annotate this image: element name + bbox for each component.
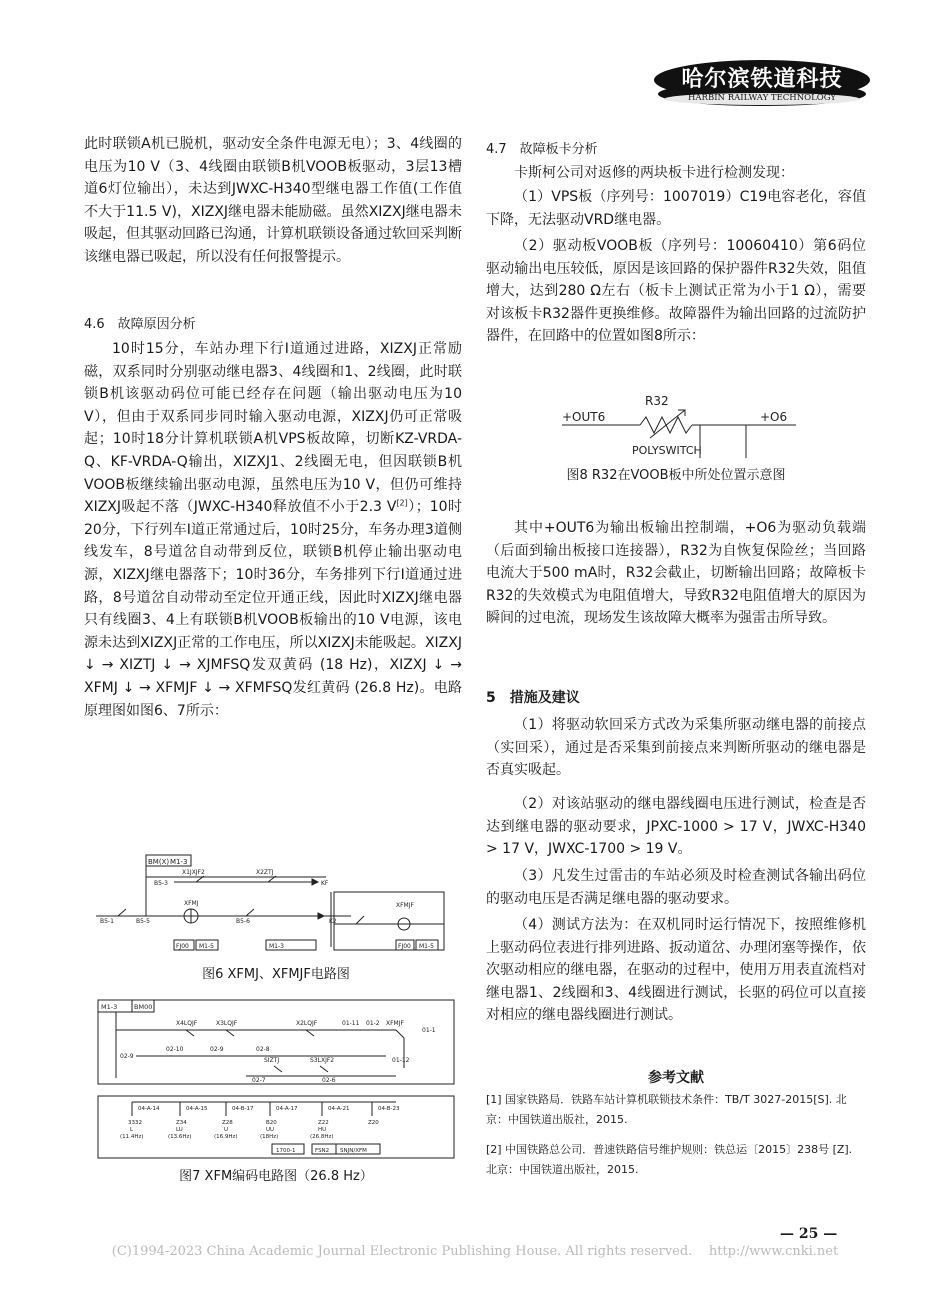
- fig7-code-pin: 04-A-14: [138, 1106, 160, 1112]
- section-5-heading: 5 措施及建议: [486, 690, 580, 706]
- fig8-left-label: +OUT6: [562, 410, 606, 424]
- fig7-label: X2LQJF: [296, 1020, 318, 1027]
- fig6-label: X1JXJF2: [182, 869, 205, 876]
- fig8-right-label: +O6: [760, 410, 788, 424]
- fig7-label: XFMJF: [386, 1020, 404, 1027]
- fig8-resistor-label: R32: [645, 394, 669, 408]
- reference-2: [2] 中国铁路总公司．普速铁路信号维护规则：铁总运〔2015〕238号 [Z]. 北京：中国铁道出版社，2015.: [486, 1143, 853, 1176]
- fig7-code-pin: 04-A-17: [276, 1106, 298, 1112]
- fig7-label: 01-1: [422, 1027, 436, 1034]
- references-title: 参考文献: [648, 1070, 704, 1086]
- fig7-label: 02-7: [252, 1077, 266, 1084]
- fig6-label: M1-3: [269, 943, 284, 950]
- fig7-label: SIZTJ: [264, 1057, 280, 1064]
- fig7-code-hz: (13.6Hz): [168, 1134, 192, 1140]
- fig7-code-hz: (18Hz): [260, 1134, 279, 1140]
- fig7-bottom-label: FSN2: [315, 1148, 330, 1154]
- fig6-label: FJ00: [398, 943, 411, 950]
- fig7-code-name: Z34: [176, 1120, 187, 1126]
- fig7-code-pin: 04-A-21: [328, 1106, 350, 1112]
- right-paragraph-1: 卡斯柯公司对返修的两块板卡进行检测发现：: [514, 165, 794, 181]
- suggestion-3: （3）凡发生过雷击的车站必须及时检查测试各输出码位的驱动电压是否满足继电器的驱动要求。: [486, 868, 866, 907]
- fig6-label: FJ00: [176, 943, 189, 950]
- figure-7-caption: 图7 XFM编码电路图（26.8 Hz）: [179, 1169, 373, 1184]
- left-paragraph-1b: ）；10时20分，下行列车Ⅰ道正常通过后，10时25分，车务办理3道侧线发车，8号道岔自动带到反位，联锁B机停止输出驱动电源，XIZXJ继电器落下；10时36分，车务排列下行Ⅰ道通过进路，8号道岔自动带动至定位开通正线，因此时XIZXJ继电器只有线圈3、4上有联锁B机VOOB板输出的10 V电源，该电源未达到XIZXJ正常的工作电压，所以XIZXJ未能吸起。XIZXJ ↓ → XIZTJ ↓ → XJMFSQ发双黄码 (18 Hz)，XIZXJ ↓ → XFMJ ↓ → XFMJF ↓ → XFMFSQ发红黄码 (26.8 Hz)。电路原理图如图6、7所示：: [84, 499, 462, 719]
- fig7-label: 02-10: [166, 1046, 184, 1053]
- left-paragraph-1: [84, 338, 462, 722]
- fig7-code-freq: UU: [266, 1127, 275, 1133]
- fig6-label: K2: [329, 918, 337, 925]
- figure-7-circuit: [96, 998, 456, 1160]
- fig7-label: M1-3: [101, 1003, 118, 1011]
- right-paragraph-2: （1）VPS板（序列号：1007019）C19电容老化，容值下降，无法驱动VRD继电器。: [486, 189, 866, 228]
- fig8-part-label: POLYSWITCH: [632, 444, 702, 457]
- fig6-label: M1-3: [170, 858, 188, 866]
- fig7-code-name: Z28: [222, 1120, 233, 1126]
- figure-8-caption: 图8 R32在VOOB板中所处位置示意图: [566, 468, 786, 483]
- section-4-6-heading: 4.6 故障原因分析: [84, 317, 196, 332]
- fig7-code-name: B20: [266, 1120, 277, 1126]
- fig7-label: 02-9: [210, 1046, 224, 1053]
- fig6-label: XFMJ: [184, 900, 199, 907]
- fig7-code-hz: (11.4Hz): [120, 1134, 144, 1140]
- fig7-code-name: 3332: [128, 1120, 142, 1126]
- fig7-code-hz: (26.8Hz): [310, 1134, 334, 1140]
- fig7-label: 02-9: [120, 1053, 134, 1060]
- suggestion-1: （1）将驱动软回采方式改为采集所驱动继电器的前接点（实回采），通过是否采集到前接点来判断所驱动的继电器是否真实吸起。: [486, 717, 866, 779]
- fig7-code-freq: U: [224, 1127, 229, 1133]
- fig7-code-pin: 04-B-17: [232, 1106, 254, 1112]
- right-paragraph-3: （2）驱动板VOOB板（序列号：10060410）第6码位驱动输出电压较低，原因是该回路的保护器件R32失效，阻值增大，达到280 Ω左右（板卡上测试正常为小于1 Ω），需要对该板卡R32器件更换维修。故障器件为输出回路的过流防护器件，在回路中的位置如图8所示：: [486, 238, 866, 345]
- fig6-label: B5-1: [100, 918, 114, 925]
- fig7-label: BM00: [134, 1003, 153, 1011]
- fig6-label: X2ZTJ: [256, 869, 274, 876]
- fig6-label: B5-5: [136, 918, 150, 925]
- figure-6-caption: 图6 XFMJ、XFMJF电路图: [202, 967, 350, 982]
- page-number: — 25 —: [780, 1226, 838, 1242]
- fig6-label: B5-3: [154, 880, 168, 887]
- fig7-code-1: [168, 1102, 208, 1140]
- fig7-label: 01-2: [366, 1020, 380, 1027]
- fig6-label: M1-5: [199, 943, 214, 950]
- fig7-code-4: [310, 1102, 350, 1140]
- reference-1: [1] 国家铁路局．铁路车站计算机联锁技术条件：TB/T 3027-2015[S]. 北京：中国铁道出版社，2015.: [486, 1093, 847, 1126]
- section-4-7-heading: 4.7 故障板卡分析: [486, 142, 598, 157]
- suggestion-2: （2）对该站驱动的继电器线圈电压进行测试，检查是否达到继电器的驱动要求，JPXC-1000 > 17 V，JWXC-H340 > 17 V，JWXC-1700 > 19 V。: [486, 796, 866, 858]
- fig7-code-hz: (16.9Hz): [214, 1134, 238, 1140]
- left-paragraph-1a: 10时15分，车站办理下行Ⅰ道通过进路，XIZXJ正常励磁，双系同时分别驱动继电器3、4线圈和1、2线圈，此时联锁B机该驱动码位可能已经存在问题（输出驱动电压为10 V），但由于双系同步同时输入驱动电源，XIZXJ仍可正常吸起；10时18分计算机联锁A机VPS板故障，切断KZ-VRDA-Q、KF-VRDA-Q输出，XIZXJ1、2线圈无电，但因联锁B机VOOB板继续输出驱动电源，虽然电压为10 V，但仍可维持XIZXJ吸起不落（JWXC-H340释放值不小于2.3 V: [84, 341, 462, 516]
- fig7-code-2: [214, 1102, 254, 1140]
- fig7-label: 01-11: [342, 1020, 360, 1027]
- fig7-bottom-label: SNJN/XFM: [340, 1148, 367, 1154]
- fig6-label: B5-6: [236, 918, 250, 925]
- fig7-code-freq: L: [130, 1127, 134, 1133]
- figure-8-circuit: [560, 392, 810, 460]
- fig7-label: 02-8: [256, 1046, 270, 1053]
- fig6-label: M1-5: [419, 943, 434, 950]
- fig7-code-freq: HU: [318, 1127, 327, 1133]
- fig7-code-pin: 04-A-15: [186, 1106, 208, 1112]
- figure-6-circuit: [96, 852, 456, 954]
- journal-name-cn: 哈尔滨铁道科技: [681, 67, 843, 92]
- fig6-label: KF: [321, 880, 329, 887]
- journal-logo: [652, 58, 872, 112]
- fig7-label: X4LQJF: [176, 1020, 198, 1027]
- fig6-label: XFMJF: [396, 902, 414, 909]
- fig7-code-freq: LU: [176, 1127, 183, 1133]
- right-paragraph-4: 其中+OUT6为输出板输出控制端，+O6为驱动负载端（后面到输出板接口连接器），R32为自恢复保险丝；当回路电流大于500 mA时，R32会截止，切断输出回路；故障板卡R32的失效模式为电阻值增大，导致R32电阻值增大的原因为瞬间的过电流，现场发生该故障大概率为强雷击所导致。: [486, 520, 866, 627]
- fig7-code-name: Z20: [368, 1120, 379, 1126]
- fig7-code-name: Z22: [318, 1120, 329, 1126]
- fig7-label: 02-6: [322, 1077, 336, 1084]
- fig7-label: S3LXJF2: [310, 1057, 335, 1064]
- journal-name-en: HARBIN RAILWAY TECHNOLOGY: [688, 93, 836, 103]
- fig7-code-0: [120, 1102, 160, 1140]
- fig7-bottom-label: 1700-1: [276, 1148, 296, 1154]
- left-paragraph-0: 此时联锁A机已脱机，驱动安全条件电源无电）；3、4线圈的电压为10 V（3、4线圈由联锁B机VOOB板驱动，3层13槽道6灯位输出），未达到JWXC-H340型继电器工作值(工作值不大于11.5 V)，XIZXJ继电器未能励磁。虽然XIZXJ继电器未吸起，但其驱动回路已沟通，计算机联锁设备通过软回采判断该继电器已吸起，所以没有任何报警提示。: [84, 136, 462, 265]
- suggestion-4: （4）测试方法为：在双机同时运行情况下，按照维修机上驱动码位表进行排列进路、扳动道岔、办理闭塞等操作，依次驱动相应的继电器，在驱动的过程中，使用万用表直流档对继电器1、2线圈和3、4线圈进行测试，长驱的码位可以直接对相应的继电器线圈进行测试。: [486, 917, 866, 1024]
- fig7-code-5: [368, 1102, 400, 1126]
- citation-2: [2]: [396, 498, 408, 508]
- fig6-label: BM(X): [148, 858, 170, 866]
- fig7-code-pin: 04-B-23: [378, 1106, 400, 1112]
- fig7-label: X3LQJF: [216, 1020, 238, 1027]
- fig7-label: 01-12: [392, 1057, 410, 1064]
- copyright-notice: (C)1994-2023 China Academic Journal Electronic Publishing House. All rights reserved. http://www.cnki.net: [111, 1244, 839, 1259]
- fig7-code-3: [260, 1102, 298, 1140]
